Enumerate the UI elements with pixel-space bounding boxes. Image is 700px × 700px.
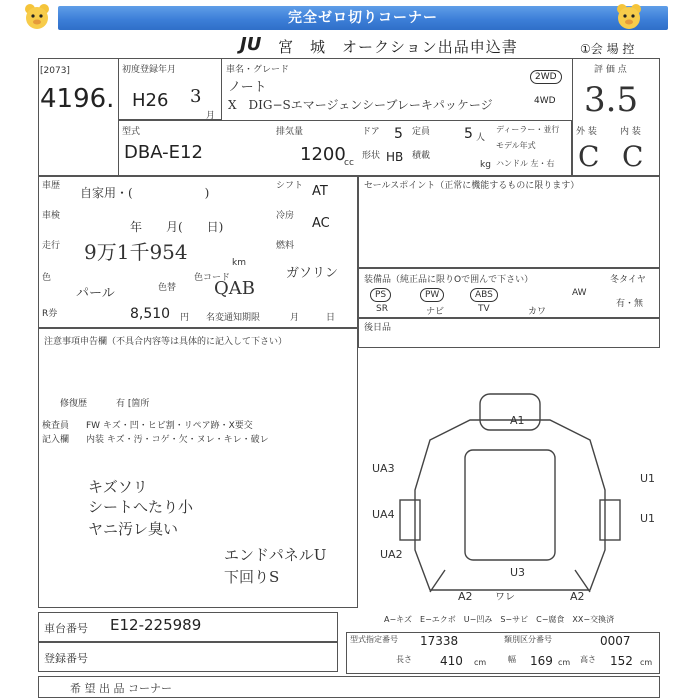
svg-text:U3: U3 [510, 566, 526, 579]
color-code-value: QAB [214, 278, 255, 299]
repair-label: 修復歴 [60, 399, 88, 409]
repair-value: 有 [箇所 [116, 399, 150, 409]
height-unit: cm [640, 658, 653, 667]
auction-logo: JU [240, 34, 262, 55]
category-label: 類別区分番号 [504, 635, 552, 644]
recycle-label: R券 [42, 309, 58, 319]
equip-abs: ABS [470, 288, 498, 302]
notes-label: 注意事項申告欄（不具合内容等は具体的に記入して下さい） [44, 337, 288, 347]
doors-label: ドア [362, 127, 380, 137]
interior-label: 内 装 [620, 127, 641, 137]
registration-label: 初度登録年月 [122, 65, 177, 75]
name-change-value: 月 日 [290, 313, 336, 323]
drive-4wd: 4WD [534, 96, 556, 106]
capacity-label: 定員 [412, 127, 431, 137]
color-value: パール [76, 286, 115, 301]
copy-label: ①会 場 控 [580, 42, 635, 56]
length-label: 長さ [396, 655, 412, 664]
width-label: 幅 [508, 655, 516, 664]
bear-logo-icon [22, 2, 52, 32]
category-value: 0007 [600, 634, 631, 648]
history-value: 自家用・( ) [80, 186, 210, 200]
mileage-value: 9万1千954 [84, 240, 188, 264]
note-line: シートへたり小 [88, 498, 194, 516]
notes-block [38, 328, 358, 608]
shift-value: AT [312, 184, 328, 199]
inspection-label: 車検 [42, 211, 61, 221]
inspector-row: FW キズ・凹・ヒビ割・リペア跡・X要交 [86, 421, 253, 431]
history-label: 車歴 [42, 181, 61, 191]
dealer-label: ディーラー・並行 [496, 125, 560, 134]
name-change-label: 名変通知期限 [206, 313, 261, 323]
form-title: 宮 城 オークション出品申込書 [278, 38, 518, 56]
entry-label: 記入欄 [42, 435, 70, 445]
ac-value: AC [312, 216, 330, 231]
recycle-value: 8,510 [130, 306, 171, 322]
displacement-value: 1200 [300, 144, 346, 165]
registration-month: 3 [190, 86, 202, 107]
shape-label: 形状 [362, 151, 381, 161]
color-label: 色 [42, 273, 52, 283]
note-line: キズソリ [88, 478, 148, 496]
mileage-unit: km [232, 258, 246, 268]
recycle-unit: 円 [180, 313, 190, 323]
mileage-label: 走行 [42, 241, 61, 251]
model-label: 型式 [122, 127, 141, 137]
color-change-label: 色替 [158, 283, 177, 293]
model-year-label: モデル年式 [496, 141, 536, 150]
displacement-unit: cc [344, 158, 354, 168]
load-unit: kg [480, 160, 491, 170]
width-unit: cm [558, 658, 571, 667]
svg-text:A1: A1 [510, 414, 525, 427]
fuel-value: ガソリン [286, 266, 339, 281]
car-name: ノート [228, 80, 267, 95]
registration-month-unit: 月 [206, 111, 216, 121]
svg-text:A2: A2 [570, 590, 585, 603]
load-label: 積載 [412, 151, 431, 161]
lot-number: 4196. [40, 84, 115, 114]
shift-label: シフト [276, 181, 304, 191]
inspection-value: 年 月( 日) [130, 220, 224, 234]
note-line: エンドパネルU [224, 546, 327, 564]
fuel-label: 燃料 [276, 241, 295, 251]
svg-text:A2: A2 [458, 590, 473, 603]
svg-text:UA3: UA3 [372, 462, 395, 475]
equip-navi: ナビ [426, 307, 445, 317]
exterior-score: C [578, 140, 600, 173]
shape-value: HB [386, 150, 404, 164]
note-line: 下回りS [224, 568, 280, 586]
equip-ps: PS [370, 288, 391, 302]
catalog-label: 型式指定番号 [350, 635, 398, 644]
handle-label: ハンドル 左・右 [496, 159, 555, 168]
length-value: 410 [440, 654, 463, 668]
equip-aw: AW [572, 288, 587, 298]
note-line: ヤニ汚レ臭い [88, 520, 179, 538]
winter-value: 有・無 [616, 299, 644, 309]
corner-banner: 完全ゼロ切りコーナー [58, 6, 668, 30]
exterior-label: 外 装 [576, 127, 597, 137]
svg-text:UA4: UA4 [372, 508, 395, 521]
catalog-value: 17338 [420, 634, 459, 648]
reg-label: 登録番号 [44, 652, 88, 665]
sales-point-label: セールスポイント（正常に機能するものに限ります） [364, 181, 580, 191]
equipment-label: 装備品（純正品に限りOで囲んで下さい） [364, 275, 534, 285]
chassis-label: 車台番号 [44, 622, 88, 635]
interior-score: C [622, 140, 644, 173]
height-value: 152 [610, 654, 633, 668]
rear-label: 後日品 [364, 323, 392, 333]
doors-value: 5 [394, 126, 403, 142]
damage-map-diagram [370, 380, 670, 610]
svg-text:U1: U1 [640, 472, 656, 485]
model-value: DBA-E12 [124, 142, 203, 163]
svg-text:ワレ: ワレ [495, 592, 515, 603]
svg-text:U1: U1 [640, 512, 656, 525]
equip-pw: PW [420, 288, 444, 302]
equip-leather: カワ [528, 307, 547, 317]
winter-label: 冬タイヤ [610, 275, 646, 285]
rear-box [358, 318, 660, 348]
displacement-label: 排気量 [276, 127, 304, 137]
chassis-value: E12-225989 [110, 616, 202, 634]
wish-label: 希 望 出 品 コーナー [70, 682, 172, 695]
width-value: 169 [530, 654, 553, 668]
grade-score: 3.5 [584, 80, 639, 120]
lot-code: [2073] [40, 66, 70, 76]
capacity-value: 5 [464, 126, 473, 142]
drive-2wd: 2WD [530, 70, 562, 84]
ac-label: 冷房 [276, 211, 295, 221]
equip-tv: TV [478, 304, 490, 314]
registration-era: H26 [132, 90, 169, 111]
grade-label: 評 価 点 [594, 65, 627, 75]
svg-text:UA2: UA2 [380, 548, 403, 561]
bear-logo-icon [614, 2, 644, 32]
car-name-label: 車名・グレード [226, 65, 290, 75]
color-code-label: 色コード [194, 273, 231, 283]
capacity-unit: 人 [476, 133, 486, 143]
length-unit: cm [474, 658, 487, 667]
damage-legend: A−キズ E−エクボ U−凹み S−サビ C−腐食 XX−交換済 [384, 615, 615, 624]
height-label: 高さ [580, 655, 596, 664]
inspector-label: 検査員 [42, 421, 70, 431]
entry-row: 内装 キズ・汚・コゲ・欠・ヌレ・キレ・破レ [86, 435, 269, 445]
car-grade: X DIG−Sエマージェンシーブレーキパッケージ [228, 98, 493, 112]
equip-sr: SR [376, 304, 388, 314]
